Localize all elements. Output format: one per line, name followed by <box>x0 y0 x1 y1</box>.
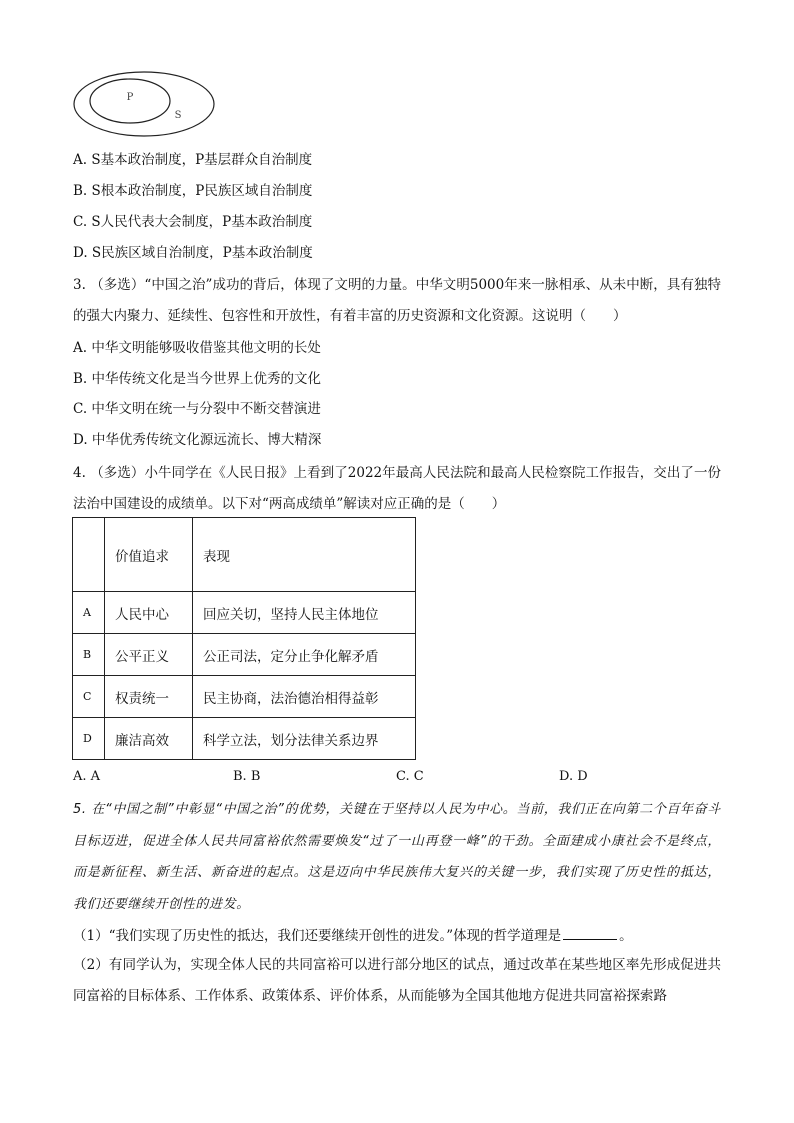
q4-answer-b: B. B <box>233 769 261 784</box>
q5-stem: 5. 在“中国之制”中彰显“中国之治”的优势，关键在于坚持以人民为中心。当前，我们正在向第二个百年奋斗目标迈进，促进全体人民共同富裕依然需要焕发“过了一山再登一峰”的干劲。全面建成小康社会不是终点，而是新征程、新生活、新奋进的起点。这是迈向中华民族伟大复兴的关键一步，我们实现了历史性的抵达，我们还要继续开创性的进发。 <box>73 802 721 912</box>
q5-sub1-text: （1）“我们实现了历史性的抵达，我们还要继续开创性的进发。”体现的哲学道理是 <box>73 928 562 944</box>
q2-option-b: B. S根本政治制度，P民族区域自治制度 <box>73 183 313 199</box>
q3-option-a: A. 中华文明能够吸收借鉴其他文明的长处 <box>73 340 321 356</box>
inner-label: P <box>126 92 134 103</box>
q3-stem: 3. （多选）“中国之治”成功的背后，体现了文明的力量。中华文明5000年来一脉相承、从未中断，具有独特的强大内聚力、延续性、包容性和开放性，有着丰富的历史资源和文化资源。这说明（ ） <box>73 277 721 324</box>
table-header-row <box>73 518 416 592</box>
table-header-cell: 表现 <box>193 518 416 592</box>
q4-answer-c: C. C <box>396 769 424 784</box>
table-row <box>73 676 416 718</box>
q4-answer-a: A. A <box>73 769 101 784</box>
outer-ellipse-s <box>74 72 214 136</box>
nested-ellipse-diagram <box>72 70 218 138</box>
table-cell-value: 权责统一 <box>105 676 193 718</box>
q2-option-a: A. S基本政治制度，P基层群众自治制度 <box>73 152 313 168</box>
q2-option-d: D. S民族区域自治制度，P基本政治制度 <box>73 245 313 261</box>
q4-table <box>72 517 416 760</box>
q5-sub1 <box>73 926 633 946</box>
table-cell-desc: 科学立法，划分法律关系边界 <box>193 718 416 760</box>
table-cell-label: A <box>73 592 105 634</box>
table-cell-value: 人民中心 <box>105 592 193 634</box>
table-row <box>73 592 416 634</box>
table-cell-label: B <box>73 634 105 676</box>
table-row <box>73 634 416 676</box>
q5-sub1-end: 。 <box>619 928 633 944</box>
table-cell-desc: 公正司法，定分止争化解矛盾 <box>193 634 416 676</box>
q3-option-b: B. 中华传统文化是当今世界上优秀的文化 <box>73 371 322 387</box>
table-cell-desc: 民主协商，法治德治相得益彰 <box>193 676 416 718</box>
table-header-cell <box>73 518 105 592</box>
outer-label: S <box>174 110 182 121</box>
answer-blank[interactable] <box>563 927 617 940</box>
q2-option-c: C. S人民代表大会制度，P基本政治制度 <box>73 214 313 230</box>
table-header-cell: 价值追求 <box>105 518 193 592</box>
table-cell-label: D <box>73 718 105 760</box>
table-cell-label: C <box>73 676 105 718</box>
q4-stem: 4. （多选）小牛同学在《人民日报》上看到了2022年最高人民法院和最高人民检察院工作报告，交出了一份法治中国建设的成绩单。以下对“两高成绩单”解读对应正确的是（ ） <box>73 465 721 512</box>
table-cell-value: 公平正义 <box>105 634 193 676</box>
q3-option-c: C. 中华文明在统一与分裂中不断交替演进 <box>73 401 321 417</box>
q5-sub2: （2）有同学认为，实现全体人民的共同富裕可以进行部分地区的试点，通过改革在某些地区率先形成促进共同富裕的目标体系、工作体系、政策体系、评价体系，从而能够为全国其他地方促进共同富裕探索路 <box>73 957 721 1004</box>
table-row <box>73 718 416 760</box>
table-cell-desc: 回应关切，坚持人民主体地位 <box>193 592 416 634</box>
q4-answer-d: D. D <box>559 769 588 784</box>
table-cell-value: 廉洁高效 <box>105 718 193 760</box>
q3-option-d: D. 中华优秀传统文化源远流长、博大精深 <box>73 432 322 448</box>
